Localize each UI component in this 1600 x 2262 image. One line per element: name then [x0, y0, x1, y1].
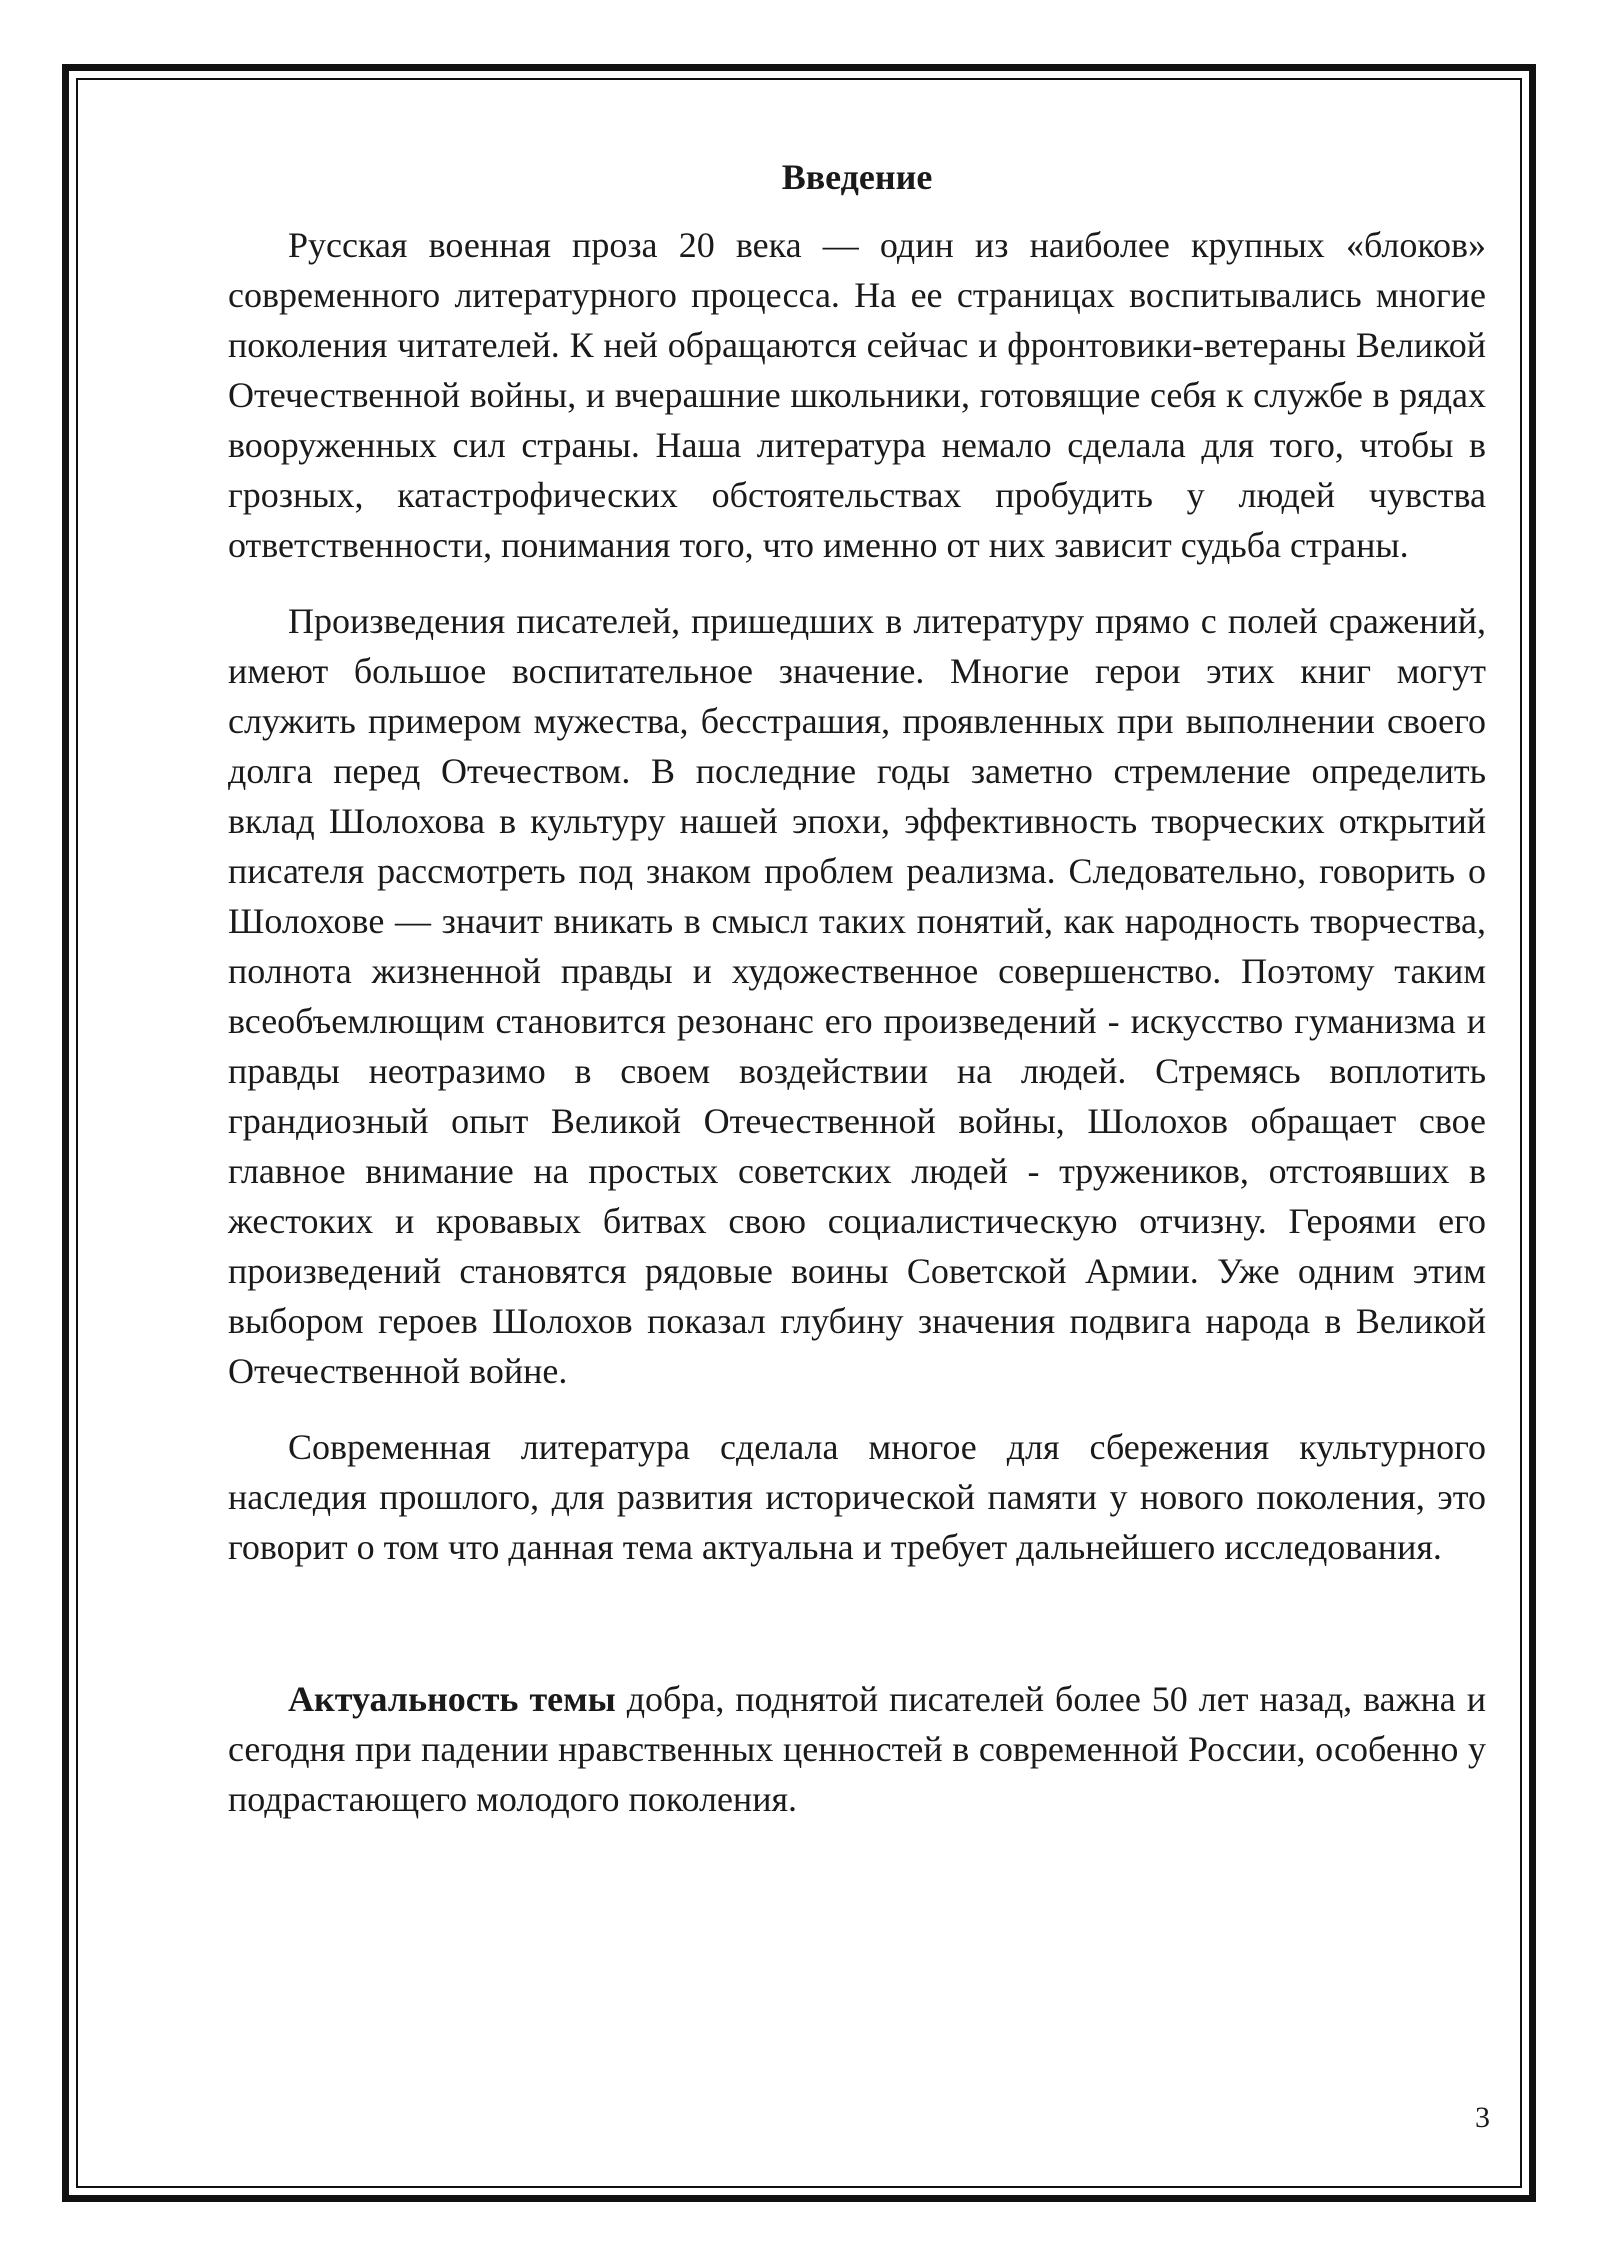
paragraph-sholokhov: Произведения писателей, пришедших в литературу прямо с полей сражений, имеют большое воспитательное значение. Многие герои этих книг могут служить примером мужества, бесстрашия, проявленных при выполнении своего долга перед Отечеством. В последние годы заметно стремление определить вклад Шолохова в культуру нашей эпохи, эффективность творческих открытий писателя рассмотреть под знаком проблем реализма. Следовательно, говорить о Шолохове — значит вникать в смысл таких понятий, как народность творчества, полнота жизненной правды и художественное совершенство. Поэтому таким всеобъемлющим становится резонанс его произведений - искусство гуманизма и правды неотразимо в своем воздействии на людей. Стремясь воплотить грандиозный опыт Великой Отечественной войны, Шолохов обращает свое главное внимание на простых советских людей - тружеников, отстоявших в жестоких и кровавых битвах свою социалистическую отчизну. Героями его произведений становятся рядовые воины Советской Армии. Уже одним этим выбором героев Шолохов показал глубину значения подвига народа в Великой Отечественной войне.: [228, 601, 1486, 1391]
relevance-text: добра, поднятой писателей более 50 лет назад, важна и сегодня при падении нравственных ценностей в современной России, особенно у подрастающего молодого поколения.: [228, 1679, 1486, 1819]
document-body: [228, 152, 1486, 1850]
section-title: Введение: [781, 157, 933, 197]
page-number: 3: [1475, 2101, 1490, 2134]
paragraph-intro: Русская военная проза 20 века — один из наиболее крупных «блоков» современного литературного процесса. На ее страницах воспитывались многие поколения читателей. К ней обращаются сейчас и фронтовики-ветераны Великой Отечественной войны, и вчерашние школьники, готовящие себя к службе в рядах вооруженных сил страны. Наша литература немало сделала для того, чтобы в грозных, катастрофических обстоятельствах пробудить у людей чувства ответственности, понимания того, что именно от них зависит судьба страны.: [228, 225, 1486, 565]
paragraph-spacer: [228, 1572, 1486, 1674]
paragraph-relevance: [228, 1674, 1486, 1824]
paragraph-modern-literature: Современная литература сделала многое для сбережения культурного наследия прошлого, для развития исторической памяти у нового поколения, это говорит о том что данная тема актуальна и требует дальнейшего исследования.: [228, 1427, 1486, 1567]
relevance-heading: Актуальность темы: [288, 1679, 616, 1719]
